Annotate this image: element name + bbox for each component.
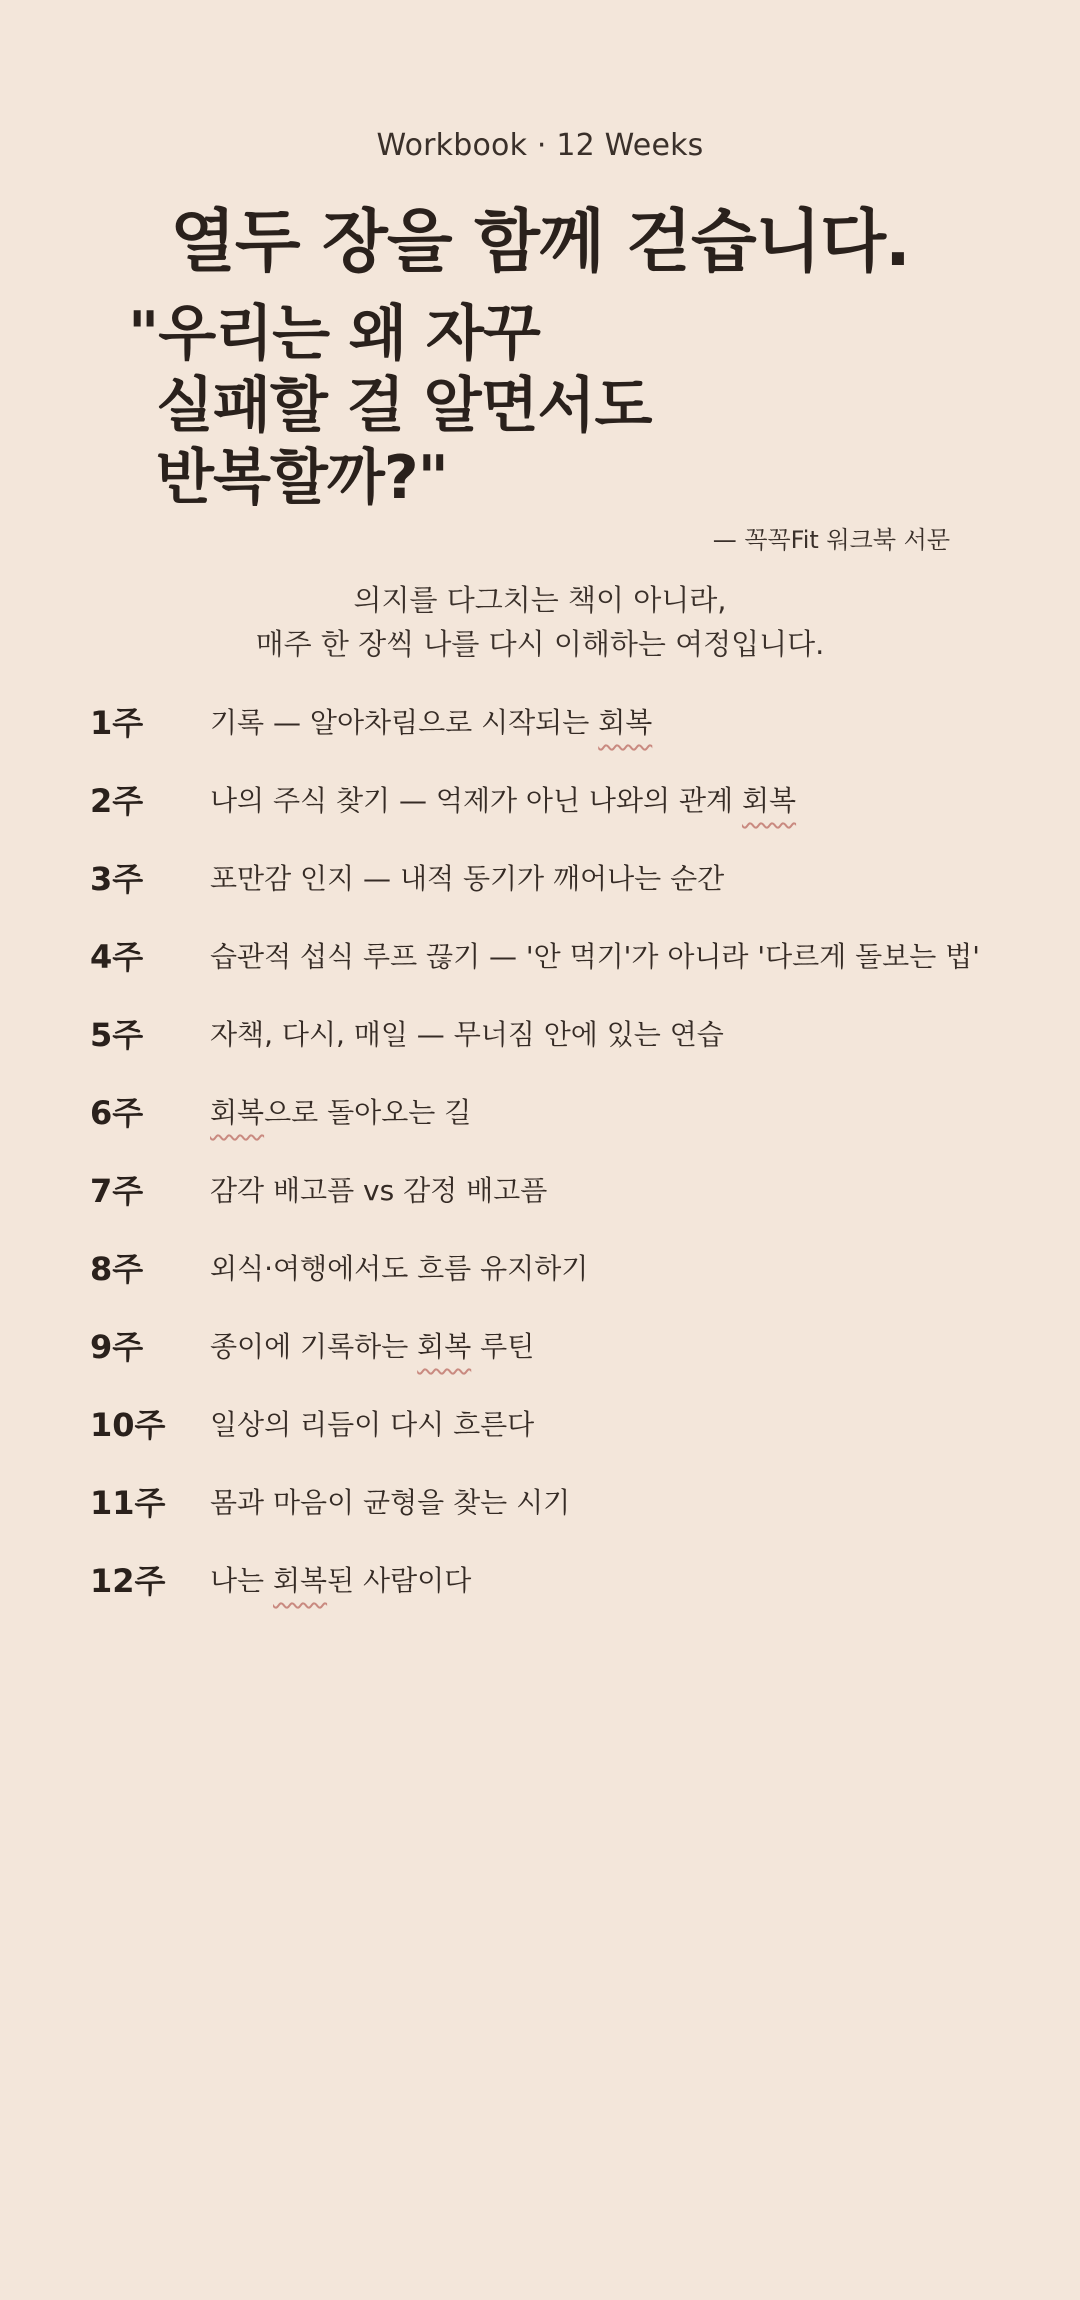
week-item-2 bbox=[90, 774, 1040, 852]
intro-text bbox=[0, 578, 1080, 666]
quote-line-1: "우리는 왜 자꾸 bbox=[128, 299, 540, 369]
week-number: 11주 bbox=[90, 1484, 166, 1522]
week-number: 8주 bbox=[90, 1250, 144, 1288]
week-item-1 bbox=[90, 696, 1040, 774]
week-title-text: 습관적 섭식 루프 끊기 — '안 먹기'가 아니라 '다르게 돌보는 법' bbox=[210, 940, 980, 973]
recovery-highlight: 회복 bbox=[210, 1096, 265, 1129]
week-number: 10주 bbox=[90, 1406, 166, 1444]
week-title-text: 몸과 마음이 균형을 찾는 시기 bbox=[210, 1486, 571, 1519]
week-number: 1주 bbox=[90, 704, 144, 742]
recovery-highlight: 회복 bbox=[741, 784, 797, 817]
week-title bbox=[210, 852, 724, 906]
quote-line-3: 반복할까?" bbox=[156, 443, 448, 513]
week-item-5 bbox=[90, 1008, 1040, 1086]
week-title-text: 포만감 인지 — 내적 동기가 깨어나는 순간 bbox=[210, 862, 725, 895]
week-title bbox=[210, 1554, 471, 1608]
week-title-text: 감각 배고픔 vs 감정 배고픔 bbox=[210, 1174, 548, 1207]
week-title bbox=[210, 1008, 724, 1062]
week-title-text: 외식·여행에서도 흐름 유지하기 bbox=[210, 1252, 589, 1285]
week-title-text-end: 된 사람이다 bbox=[327, 1564, 472, 1597]
week-item-7 bbox=[90, 1164, 1040, 1242]
week-title bbox=[210, 696, 652, 750]
intro-line-2: 매주 한 장씩 나를 다시 이해하는 여정입니다. bbox=[255, 627, 825, 661]
week-title bbox=[210, 774, 796, 828]
week-number: 4주 bbox=[90, 938, 144, 976]
week-item-6 bbox=[90, 1086, 1040, 1164]
week-title-text: 기록 — 알아차림으로 시작되는 bbox=[210, 706, 599, 739]
week-title-text: 일상의 리듬이 다시 흐른다 bbox=[210, 1408, 535, 1441]
week-title bbox=[210, 1164, 547, 1218]
week-title bbox=[210, 930, 980, 984]
week-item-4 bbox=[90, 930, 1040, 1008]
week-number: 7주 bbox=[90, 1172, 144, 1210]
week-title bbox=[210, 1242, 588, 1296]
week-list bbox=[90, 696, 1040, 1632]
recovery-highlight: 회복 bbox=[273, 1564, 328, 1597]
week-number: 6주 bbox=[90, 1094, 144, 1132]
recovery-highlight: 회복 bbox=[598, 706, 653, 739]
week-title-text: 나는 bbox=[210, 1564, 273, 1597]
week-number: 2주 bbox=[90, 782, 144, 820]
preface-quote bbox=[128, 298, 948, 514]
quote-line-2: 실패할 걸 알면서도 bbox=[156, 371, 652, 441]
week-title bbox=[210, 1320, 534, 1374]
week-item-9 bbox=[90, 1320, 1040, 1398]
week-title bbox=[210, 1476, 570, 1530]
week-title-text: 자책, 다시, 매일 — 무너짐 안에 있는 연습 bbox=[210, 1018, 724, 1051]
quote-source: — 꼭꼭Fit 워크북 서문 bbox=[712, 526, 950, 554]
week-item-8 bbox=[90, 1242, 1040, 1320]
week-item-3 bbox=[90, 852, 1040, 930]
page-title: 열두 장을 함께 걷습니다. bbox=[170, 203, 910, 282]
recovery-highlight: 회복 bbox=[417, 1330, 472, 1363]
week-title-text-end: 으로 돌아오는 길 bbox=[264, 1096, 472, 1129]
week-number: 12주 bbox=[90, 1562, 166, 1600]
week-item-11 bbox=[90, 1476, 1040, 1554]
week-item-12 bbox=[90, 1554, 1040, 1632]
intro-line-1: 의지를 다그치는 책이 아니라, bbox=[353, 583, 727, 617]
week-title-text: 종이에 기록하는 bbox=[210, 1330, 418, 1363]
week-item-10 bbox=[90, 1398, 1040, 1476]
week-number: 5주 bbox=[90, 1016, 144, 1054]
week-number: 3주 bbox=[90, 860, 144, 898]
workbook-eyebrow: Workbook · 12 Weeks bbox=[376, 128, 704, 163]
week-number: 9주 bbox=[90, 1328, 144, 1366]
week-title-text: 나의 주식 찾기 — 억제가 아닌 나와의 관계 bbox=[210, 784, 742, 817]
week-title-text-end: 루틴 bbox=[471, 1330, 535, 1363]
week-title bbox=[210, 1086, 471, 1140]
week-title bbox=[210, 1398, 534, 1452]
